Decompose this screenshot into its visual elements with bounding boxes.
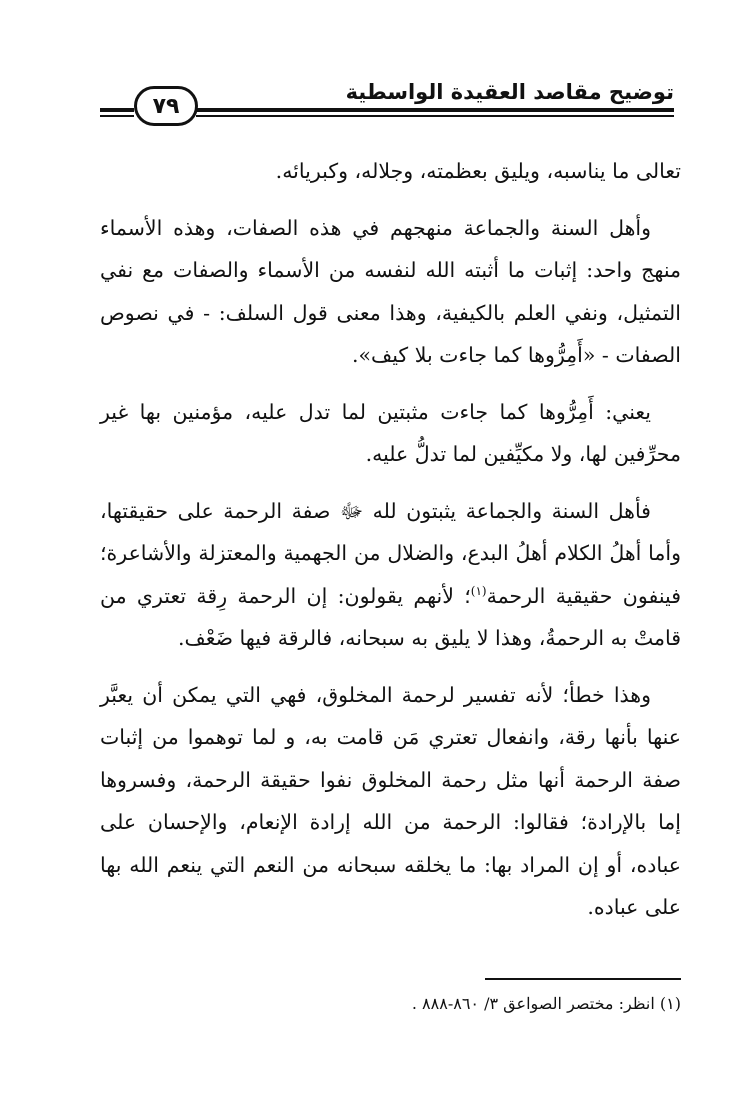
paragraph-4 [100, 490, 681, 660]
body-text [100, 150, 681, 943]
paragraph-3: يعني: أَمِرُّوها كما جاءت مثبتين لما تدل عليه، مؤمنين بها غير محرِّفين لها، ولا مكيِّفين لما تدلُّ عليه. [100, 399, 681, 466]
page-header [100, 74, 680, 130]
header-rule-left-thick [100, 108, 134, 112]
header-rule-left-thin [100, 115, 134, 117]
paragraph-2: وأهل السنة والجماعة منهجهم في هذه الصفات، وهذه الأسماء منهج واحد: إثبات ما أثبته الله لنفسه من الأسماء والصفات مع نفي التمثيل، ونفي العلم بالكيفية، وهذا معنى قول السلف: - في نصوص الصفات - «أَمِرُّوها كما جاءت بلا كيف». [100, 215, 681, 367]
paragraph-4-part-1: فأهل السنة والجماعة يثبتون لله ﷻ صفة الرحمة على حقيقتها، وأما أهلُ الكلام أهلُ البدع، والضلال من الجهمية والمعتزلة والأشاعرة؛ فينفون حقيقية الرحمة [100, 498, 681, 608]
footnote: (١) انظر: مختصر الصواعق ٣/ ٨٦٠-٨٨٨ . [411, 994, 681, 1013]
footnote-mark[interactable]: (١) [470, 583, 487, 598]
running-title: توضيح مقاصد العقيدة الواسطية [345, 80, 674, 104]
header-rule-thick [196, 108, 674, 112]
page-number: ٧٩ [134, 86, 198, 126]
paragraph-4-part-2: ؛ لأنهم يقولون: إن الرحمة رِقة تعتري من قامتْ به الرحمةُ، وهذا لا يليق به سبحانه، فالرقة فيها ضَعْف. [100, 583, 681, 650]
header-rule-thin [196, 115, 674, 117]
paragraph-5: وهذا خطأ؛ لأنه تفسير لرحمة المخلوق، فهي التي يمكن أن يعبَّر عنها بأنها رقة، وانفعال تعتري مَن قامت به، و لما توهموا من إثبات صفة الرحمة أنها مثل رحمة المخلوق نفوا حقيقة الرحمة، وفسروها إما بالإرادة؛ فقالوا: الرحمة من الله إرادة الإنعام، والإحسان على عباده، أو إن المراد بها: ما يخلقه سبحانه من النعم التي ينعم الله بها على عباده. [100, 682, 681, 919]
paragraph-1: تعالى ما يناسبه، ويليق بعظمته، وجلاله، وكبريائه. [275, 159, 681, 183]
footnote-divider [485, 978, 681, 980]
